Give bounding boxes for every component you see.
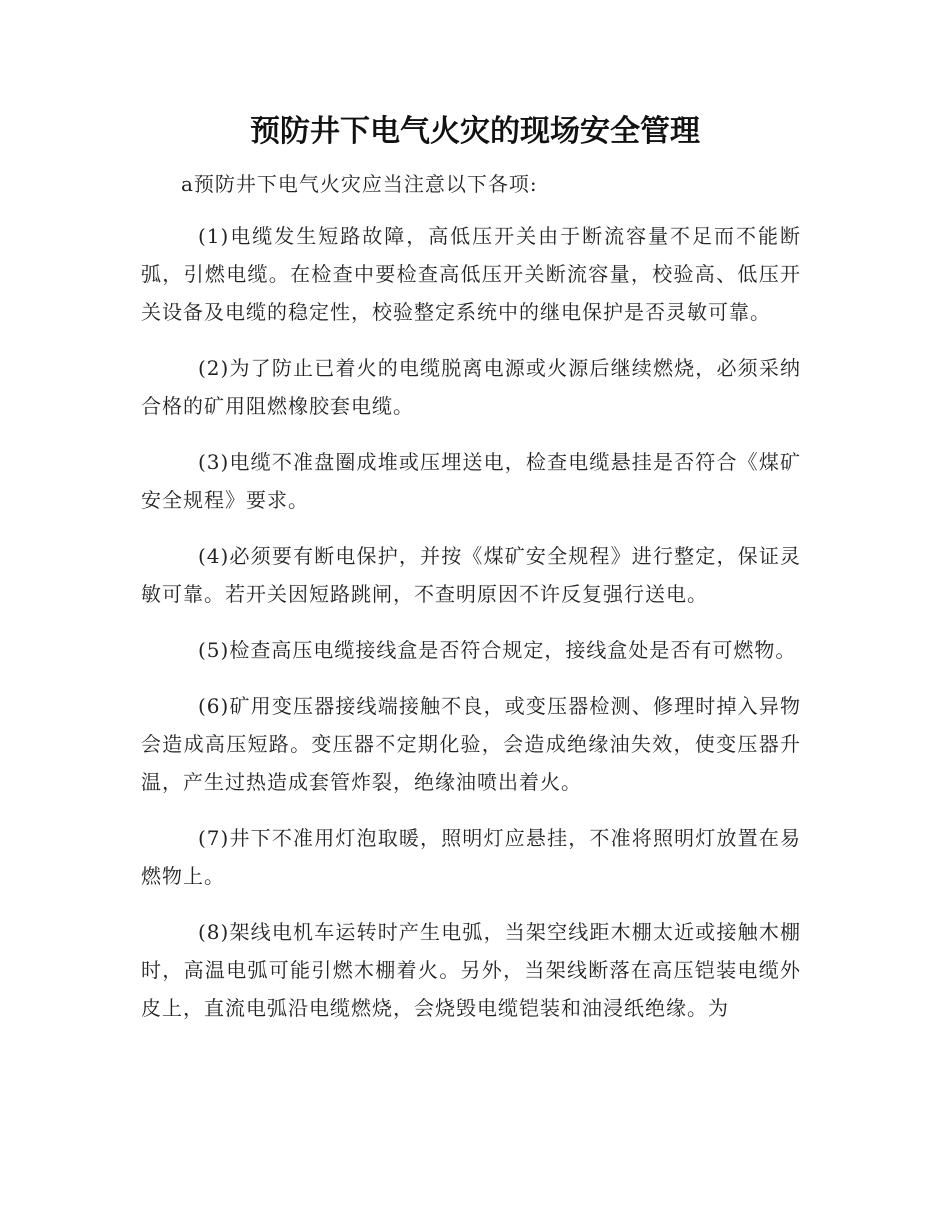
document-body: [141, 165, 801, 1045]
paragraph-7: (7)井下不准用灯泡取暖，照明灯应悬挂，不准将照明灯放置在易燃物上。: [141, 826, 801, 888]
document-title: 预防井下电气火灾的现场安全管理: [250, 114, 700, 149]
paragraph-4: (4)必须要有断电保护，并按《煤矿安全规程》进行整定，保证灵敏可靠。若开关因短路跳闸，不查明原因不许反复强行送电。: [141, 544, 801, 606]
paragraph-5: (5)检查高压电缆接线盒是否符合规定，接线盒处是否有可燃物。: [198, 638, 797, 662]
paragraph-2: (2)为了防止已着火的电缆脱离电源或火源后继续燃烧，必须采纳合格的矿用阻燃橡胶套电缆。: [141, 356, 801, 418]
intro-paragraph: a预防井下电气火灾应当注意以下各项:: [181, 172, 538, 196]
paragraph-1: (1)电缆发生短路故障，高低压开关由于断流容量不足而不能断弧，引燃电缆。在检查中要检查高低压开关断流容量，校验高、低压开关设备及电缆的稳定性，校验整定系统中的继电保护是否灵敏可靠。: [141, 224, 801, 324]
paragraph-6: (6)矿用变压器接线端接触不良，或变压器检测、修理时掉入异物会造成高压短路。变压器不定期化验，会造成绝缘油失效，使变压器升温，产生过热造成套管炸裂，绝缘油喷出着火。: [141, 694, 801, 794]
paragraph-8: (8)架线电机车运转时产生电弧，当架空线距木棚太近或接触木棚时，高温电弧可能引燃木棚着火。另外，当架线断落在高压铠装电缆外皮上，直流电弧沿电缆燃烧，会烧毁电缆铠装和油浸纸绝缘。为: [141, 920, 801, 1020]
paragraph-3: (3)电缆不准盘圈成堆或压埋送电，检查电缆悬挂是否符合《煤矿安全规程》要求。: [141, 450, 801, 512]
